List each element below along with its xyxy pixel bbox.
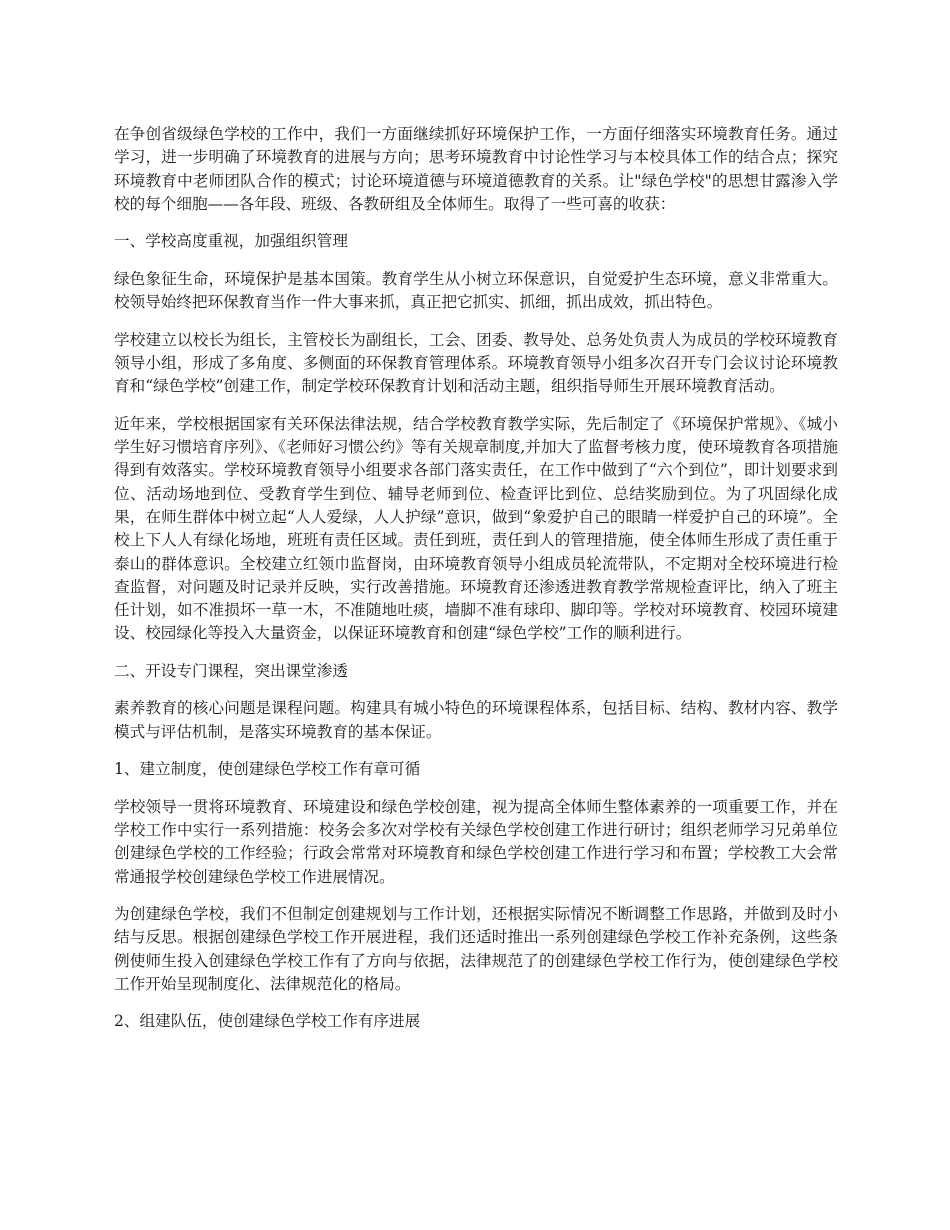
body-paragraph: 学校领导一贯将环境教育、环境建设和绿色学校创建，视为提高全体师生整体素养的一项重要工作，并在学校工作中实行一系列措施：校务会多次对学校有关绿色学校创建工作进行研讨；组织老师学习兄弟单位创建绿色学校的工作经验；行政会常常对环境教育和绿色学校创建工作进行学习和布置；学校教工大会常常通报学校创建绿色学校工作进展情况。 <box>114 797 838 886</box>
body-paragraph: 学校建立以校长为组长，主管校长为副组长，工会、团委、教导处、总务处负责人为成员的学校环境教育领导小组，形成了多角度、多侧面的环保教育管理体系。环境教育领导小组多次召开专门会议讨论环境教育和“绿色学校”创建工作，制定学校环保教育计划和活动主题，组织指导师生开展环境教育活动。 <box>114 330 838 396</box>
subsection-heading-2: 2、组建队伍，使创建绿色学校工作有序进展 <box>114 1012 421 1031</box>
body-paragraph: 绿色象征生命，环境保护是基本国策。教育学生从小树立环保意识，自觉爱护生态环境，意义非常重大。校领导始终把环保教育当作一件大事来抓，真正把它抓实、抓细，抓出成效，抓出特色。 <box>114 269 838 312</box>
body-paragraph: 近年来，学校根据国家有关环保法律法规，结合学校教育教学实际，先后制定了《环境保护常规》、《城小学生好习惯培育序列》、《老师好习惯公约》等有关规章制度,并加大了监督考核力度，使环境教育各项措施得到有效落实。学校环境教育领导小组要求各部门落实责任，在工作中做到了“六个到位”，即计划要求到位、活动场地到位、受教育学生到位、辅导老师到位、检查评比到位、总结奖励到位。为了巩固绿化成果，在师生群体中树立起“人人爱绿，人人护绿”意识，做到“象爱护自己的眼睛一样爱护自己的环境”。全校上下人人有绿化场地，班班有责任区域。责任到班，责任到人的管理措施，使全体师生形成了责任重于泰山的群体意识。全校建立红领巾监督岗，由环境教育领导小组成员轮流带队，不定期对全校环境进行检查监督，对问题及时记录并反映，实行改善措施。环境教育还渗透进教育教学常规检查评比，纳入了班主任计划，如不准损坏一草一木，不准随地吐痰，墙脚不准有球印、脚印等。学校对环境教育、校园环境建设、校园绿化等投入大量资金，以保证环境教育和创建“绿色学校”工作的顺利进行。 <box>114 414 838 643</box>
subsection-heading-1: 1、建立制度，使创建绿色学校工作有章可循 <box>114 760 421 779</box>
section-heading-1: 一、学校高度重视，加强组织管理 <box>114 232 348 251</box>
section-heading-2: 二、开设专门课程，突出课堂渗透 <box>114 661 348 680</box>
body-paragraph: 素养教育的核心问题是课程问题。构建具有城小特色的环境课程体系，包括目标、结构、教材内容、教学模式与评估机制，是落实环境教育的基本保证。 <box>114 699 838 741</box>
intro-paragraph: 在争创省级绿色学校的工作中，我们一方面继续抓好环境保护工作，一方面仔细落实环境教育任务。通过学习，进一步明确了环境教育的进展与方向；思考环境教育中讨论性学习与本校具体工作的结合点；探究环境教育中老师团队合作的模式；讨论环境道德与环境道德教育的关系。让"绿色学校"的思想甘露渗入学校的每个细胞——各年段、班级、各教研组及全体师生。取得了一些可喜的收获： <box>114 125 838 213</box>
document-body <box>114 123 838 1048</box>
body-paragraph: 为创建绿色学校，我们不但制定创建规划与工作计划，还根据实际情况不断调整工作思路，并做到及时小结与反思。根据创建绿色学校工作开展进程，我们还适时推出一系列创建绿色学校工作补充条例，这些条例使师生投入创建绿色学校工作有了方向与依据，法律规范了的创建绿色学校工作行为，使创建绿色学校工作开始呈现制度化、法律规范化的格局。 <box>114 905 838 993</box>
